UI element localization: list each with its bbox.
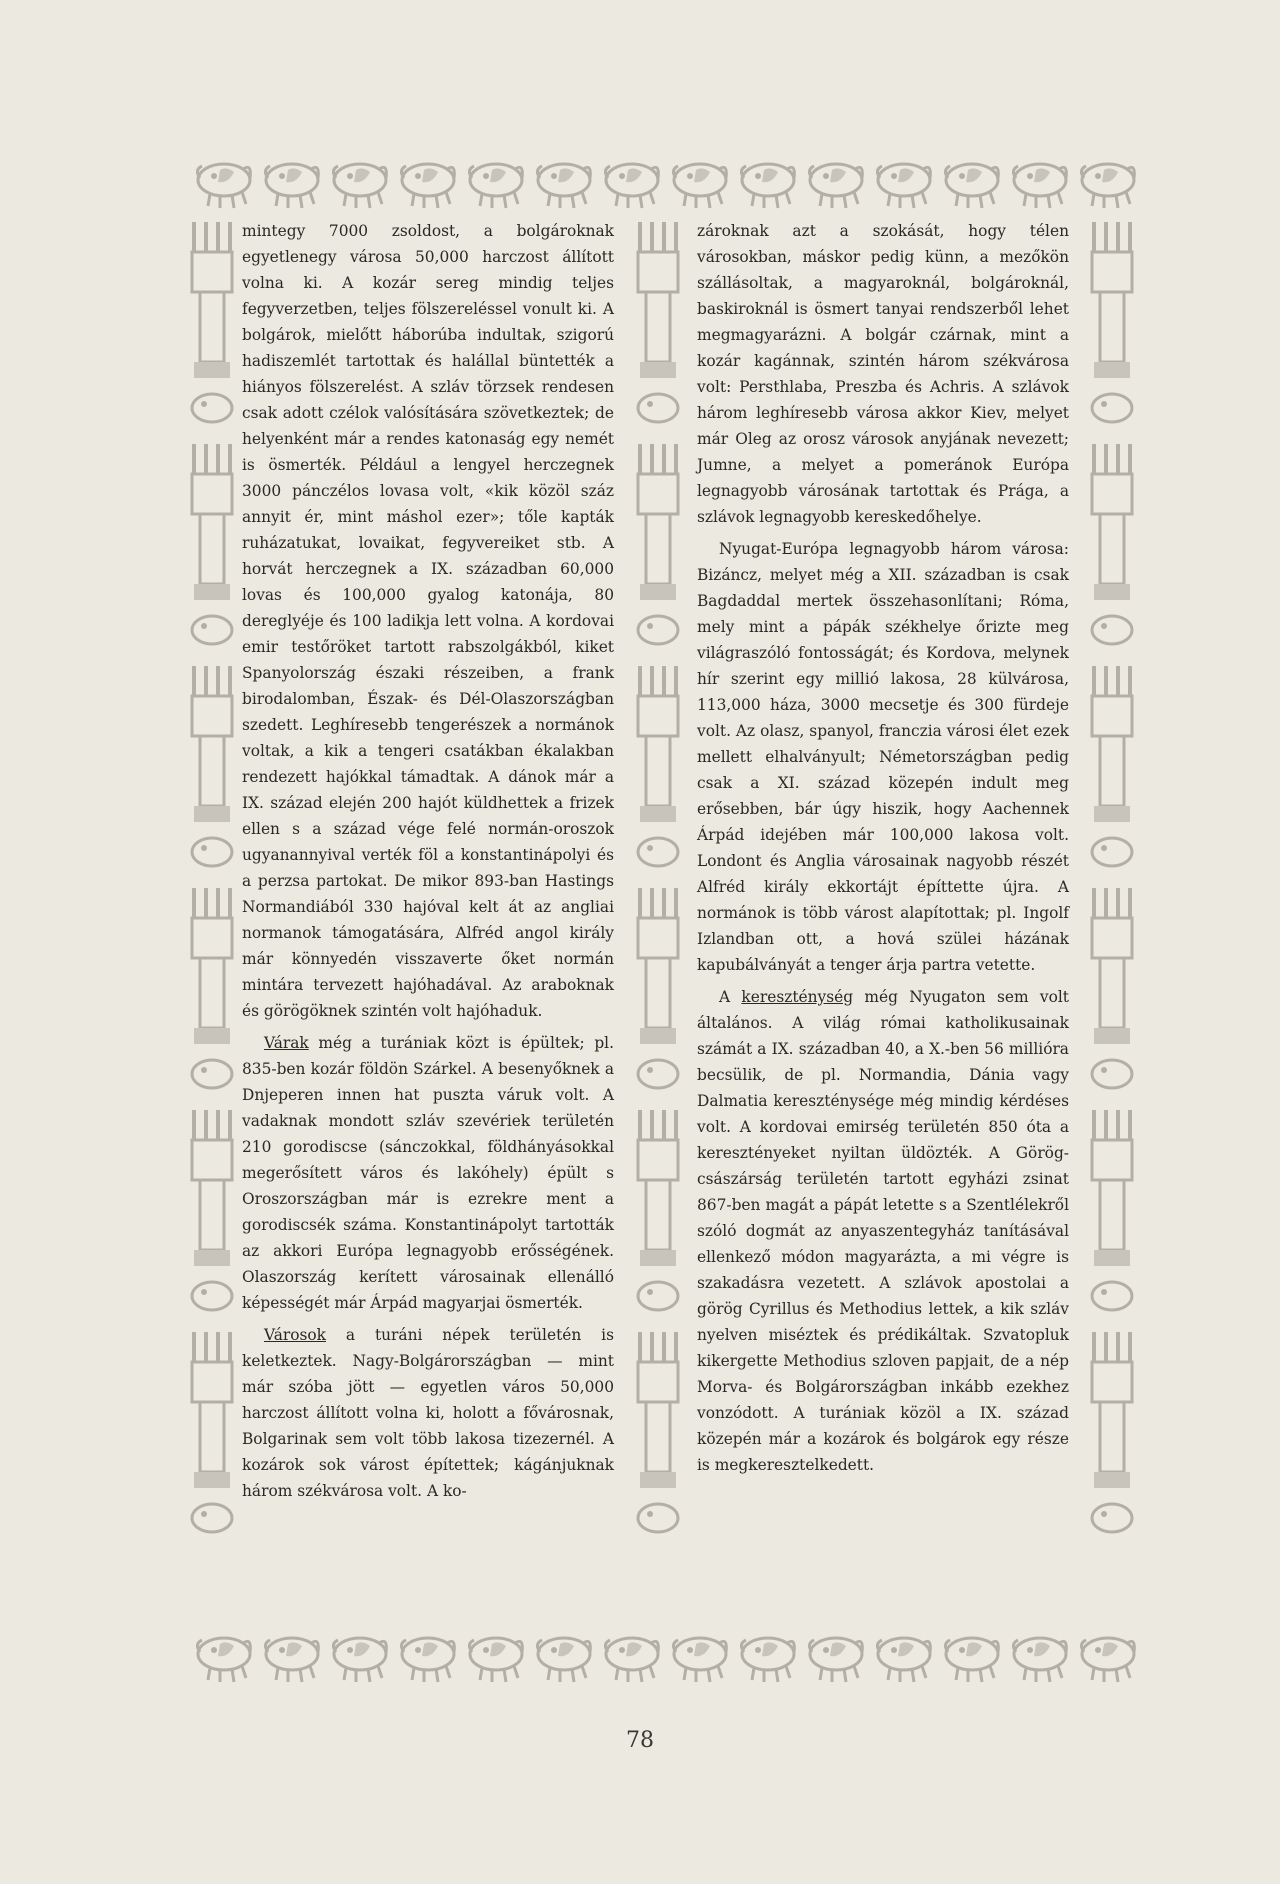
middle-ornament-column	[626, 222, 690, 1552]
boar-ornament-icon	[190, 148, 1150, 212]
carved-figure-ornament-icon	[180, 222, 244, 1552]
paragraph: Városok a turáni népek területén is keletkeztek. Nagy-Bolgárországban — mint már szóba jött — egyetlen város 50,000 harczost állított volna ki, holott a fővárosnak, Bolgarinak sem volt több lakosa tizezernél. A kozárok sok várost építettek; kágánjuknak három székvárosa volt. A ko-	[242, 1326, 614, 1500]
paragraph: Nyugat-Európa legnagyobb három városa: Bizáncz, melyet még a XII. században is csak Bagdaddal mertek összehasonlítani; Róma, mely mint a pápák székhelye őrizte meg világraszóló fontosságát; és Kordova, melynek hír szerint egy millió lakosa, 28 külvárosa, 113,000 háza, 3000 mecsetje és 300 fürdeje volt. Az olasz, spanyol, franczia városi élet ezek mellett elhalványult; Németországban pedig csak a XI. század közepén indult meg erősebben, bár úgy hiszik, hogy Aachennek Árpád idejében már 100,000 lakosa volt. Londont és Anglia városainak nagyobb részét Alfréd király ekkortájt építtette újra. A normánok is több várost alapítottak; pl. Ingolf Izlandban ott, a hová szülei házának kapubálványát a tenger árja partra vetette.	[697, 540, 1069, 974]
right-text-column	[697, 218, 1069, 1478]
right-ornament-column	[1080, 222, 1144, 1552]
boar-ornament-icon	[190, 1622, 1150, 1686]
carved-figure-ornament-icon	[1080, 222, 1144, 1552]
page-number: 78	[626, 1728, 654, 1753]
underlined-term: Várak	[264, 1034, 309, 1052]
top-ornament-frieze	[190, 148, 1150, 212]
bottom-ornament-frieze	[190, 1622, 1150, 1686]
paragraph: Várak még a turániak közt is épültek; pl. 835-ben kozár földön Szárkel. A besenyőknek a Dnjeperen innen hat puszta váruk volt. A vadaknak mondott szláv szevériek területén 210 gorodiscse (sánczokkal, földhányásokkal megerősített város és lakóhely) épült s Oroszországban már is ezrekre ment a gorodiscsék száma. Konstantinápolyt tartották az akkori Európa legnagyobb erősségének. Olaszország kerített városainak ellenálló képességét már Árpád magyarjai ösmerték.	[242, 1034, 614, 1312]
paragraph: zároknak azt a szokását, hogy télen városokban, máskor pedig künn, a mezőkön szállásoltak, a magyaroknál, bolgároknál, baskiroknál is ösmert tanyai rendszerből lehet megmagyarázni. A bolgár czárnak, mint a kozár kagánnak, szintén három székvárosa volt: Persthlaba, Preszba és Achris. A szlávok három leghíresebb városa akkor Kiev, melyet már Oleg az orosz városok anyjának nevezett; Jumne, a melyet a pomeránok Európa legnagyobb városának tartottak és Prága, a szlávok legnagyobb kereskedőhelye.	[697, 222, 1069, 526]
paragraph: A kereszténység még Nyugaton sem volt általános. A világ római katholikusainak számát a IX. században 40, a X.-ben 56 millióra becsülik, de pl. Normandia, Dánia vagy Dalmatia kereszténysége még mindig kérdéses volt. A kordovai emirség területén 850 óta a keresztényeket nyiltan üldözték. A Görög-császárság területén tartott egyházi zsinat 867-ben magát a pápát letette s a Szentlélekről szóló dogmát az anyaszentegyház tanításával ellenkező módon magyarázta, a mi végre is szakadásra vezetett. A szlávok apostolai a görög Cyrillus és Methodius lettek, a kik szláv nyelven miséztek és prédikáltak. Szvatopluk kikergette Methodius szloven papjait, de a nép Morva- és Bolgárországban inkább ezekhez vonzódott. A turániak közöl a IX. század közepén már a kozárok és bolgárok egy része is megkeresztelkedett.	[697, 988, 1069, 1474]
left-text-column	[242, 218, 614, 1504]
left-ornament-column	[180, 222, 244, 1552]
underlined-term: kereszténység	[741, 988, 854, 1006]
underlined-term: Városok	[264, 1326, 326, 1344]
carved-figure-ornament-icon	[626, 222, 690, 1552]
paragraph: mintegy 7000 zsoldost, a bolgároknak egyetlenegy városa 50,000 harczost állított volna ki. A kozár sereg mindig teljes fegyverzetben, teljes fölszereléssel vonult ki. A bolgárok, mielőtt háborúba indultak, szigorú hadiszemlét tartottak és halállal büntették a hiányos fölszerelést. A szláv törzsek rendesen csak adott czélok valósítására szövetkeztek; de helyenként már a rendes katonaság egy nemét is ösmerték. Például a lengyel herczegnek 3000 pánczélos lovasa volt, «kik közöl száz annyit ér, mint máshol ezer»; tőle kapták ruházatukat, lovaikat, fegyvereiket stb. A horvát herczegnek a IX. században 60,000 lovas és 100,000 gyalog katonája, 80 dereglyéje és 100 ladikja lett volna. A kordovai emir testőröket tartott rabszolgákból, kiket Spanyolország északi részeiben, a frank birodalomban, Észak- és Dél-Olaszországban szedett. Leghíresebb tengerészek a normánok voltak, a kik a tengeri csatákban ékalakban rendezett hajókkal támadtak. A dánok már a IX. század elején 200 hajót küldhettek a frizek ellen s a század vége felé normán-oroszok ugyanannyival verték föl a konstantinápolyi és a perzsa partokat. De mikor 893-ban Hastings Normandiából 330 hajóval kelt át az angliai normanok támogatására, Alfréd angol király már könnyedén visszaverte őket normán mintára tervezett hajóhadával. Az araboknak és görögöknek szintén volt hajóhaduk.	[242, 222, 614, 1020]
